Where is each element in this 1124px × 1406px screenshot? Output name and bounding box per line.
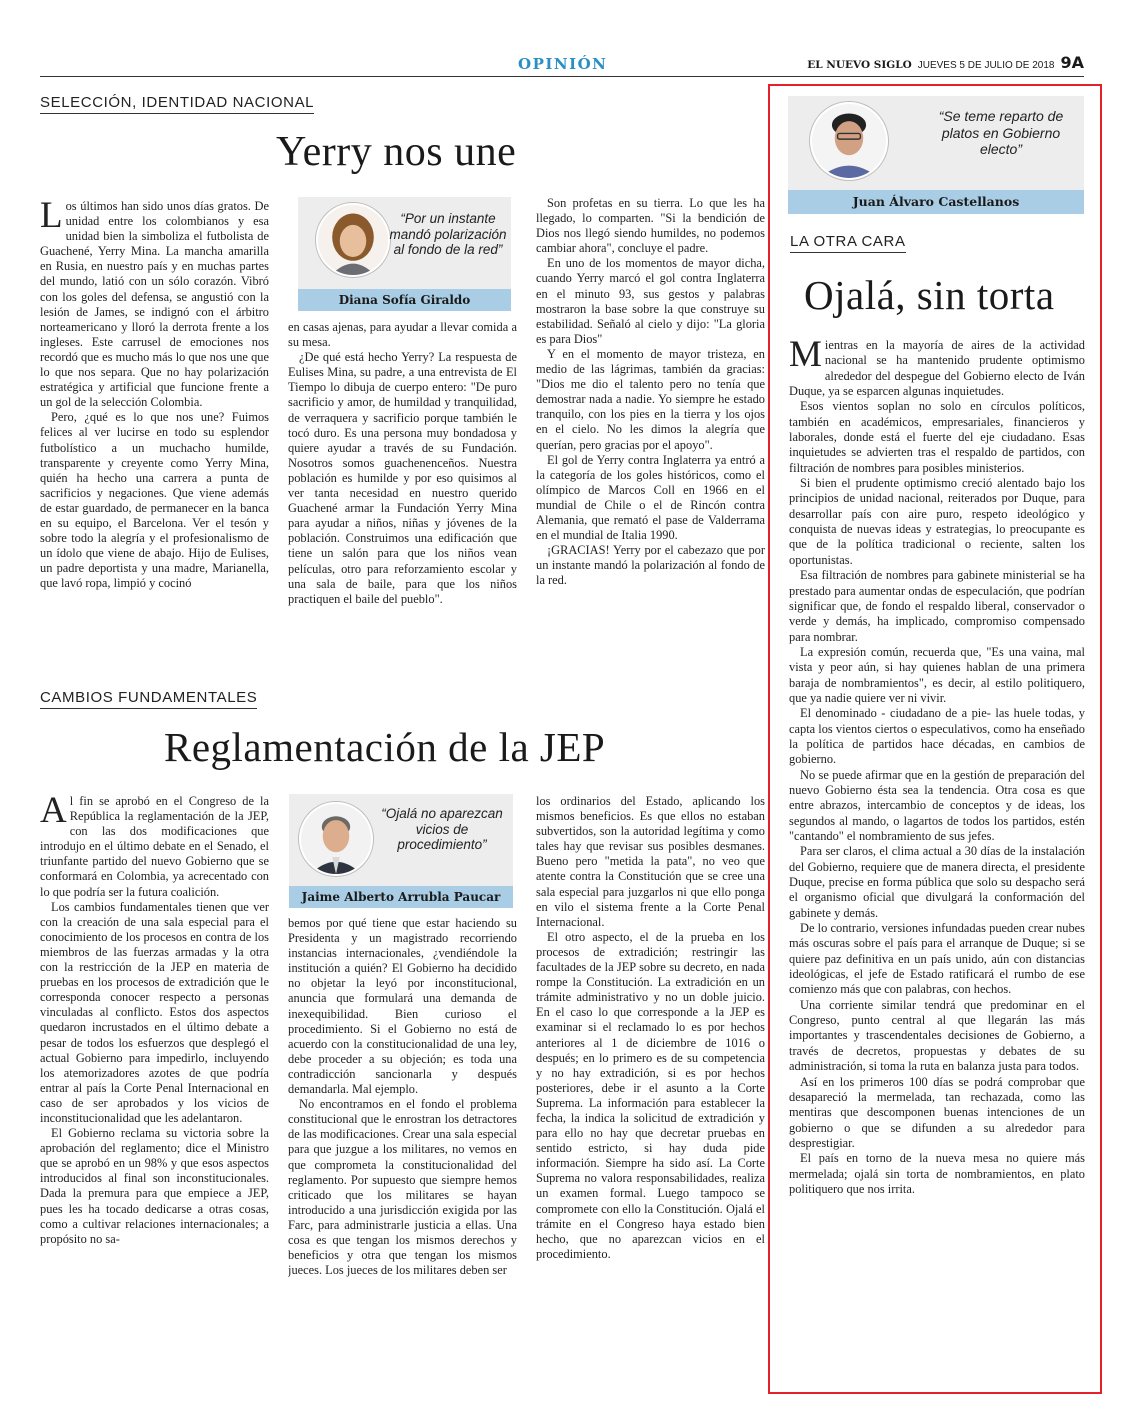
jep-column-1 [40, 794, 269, 1354]
yerry-quote-box [298, 197, 511, 311]
paragraph: El denominado - ciudadano de a pie- las huele todas, y capta los vientos ciertos o especulativos, como ha enseñado la política de partidos hace décadas, en cambios de gobierno. [789, 706, 1085, 767]
jep-column-2 [288, 916, 517, 1356]
pull-quote: “Por un instante mandó polarización al fondo de la red” [389, 211, 507, 257]
otra-cara-column [789, 338, 1085, 1350]
woman-portrait-icon [318, 205, 388, 275]
page-number: 9A [1060, 53, 1084, 72]
otra-cara-quote-box [788, 96, 1084, 214]
paragraph: Esa filtración de nombres para gabinete ministerial se ha prestado para aumentar ondas de especulación, que podrían significar que, de fondo el respaldo liberal, conservador o verde y demás, ha implicado, compromiso compensado para nombrar. [789, 568, 1085, 644]
author-name: Juan Álvaro Castellanos [788, 190, 1084, 214]
paragraph: Así en los primeros 100 días se podrá comprobar que desapareció la mermelada, tan rechazada, como las mentiras que descomponen buenas intenciones de un gobierno o que se difunden a su alrededor para desprestigiar. [789, 1074, 1085, 1150]
jep-quote-box [289, 794, 513, 908]
yerry-column-1 [40, 199, 269, 669]
pull-quote: “Ojalá no aparezcan vicios de procedimiento” [381, 806, 503, 852]
paragraph: El otro aspecto, el de la prueba en los procesos de extradición; restringir las facultades de la JEP sobre su decreto, en nada rompe la Constitución. La extradición en un trámite administrativo y no un doble juicio. En el caso lo que corresponde a la JEP es examinar si el reclamado lo es por hechos anteriores al 1 de diciembre de 1016 o después; en lo primero es de su competencia y no hay extradición, si es por hechos posteriores, debe ir el asunto a la Corte Suprema. La información para establecer la fecha, la indica la solicitud de extradición y para ello no hay que decretar pruebas en sentido estricto, si hay duda pide información. Siempre ha sido así. La Corte Suprema no valora responsabilidades, realiza un examen formal. Luego tampoco se compromete con ello la Constitución. Ojalá el trámite en el Congreso haya estado bien hecho, que no aparezcan vicios en el procedimiento. [536, 929, 765, 1261]
paragraph: El país en torno de la nueva mesa no quiere más mermelada; ojalá sin torta de nombramientos, en plato politiquero que nos irrita. [789, 1151, 1085, 1196]
otra-cara-kicker: LA OTRA CARA [790, 233, 906, 253]
author-name: Jaime Alberto Arrubla Paucar [289, 886, 513, 908]
jep-headline: Reglamentación de la JEP [164, 724, 606, 770]
paragraph: En uno de los momentos de mayor dicha, cuando Yerry marcó el gol contra Inglaterra en el minuto 93, sus gestos y palabras mostraron la base sobre la que construye su estabilidad. Señaló al cielo y dijo: "La gloria es para Dios" [536, 256, 765, 346]
paragraph: El Gobierno reclama su victoria sobre la aprobación del reglamento; dice el Ministro que se aprobó en un 98% y que esos aspectos introducidos al final son inconstitucionales. Dada la premura para que empiece a JEP, pues les ha tocado dedicarse a otras cosas, como a cultivar relaciones internacionales; a propósito no sa- [40, 1126, 269, 1246]
paragraph: No encontramos en el fondo el problema constitucional que le enrostran los detractores de las modificaciones. Crear una sala especial para que juzgue a los militares, no vemos en que comprometa la constitucionalidad del reglamento. Por supuesto que siempre hemos criticado que los militares se hayan introducido a una jurisdicción exigida por las Farc, para administrarle justicia a ellas. Una cosa es que tengan los mismos derechos y beneficios y otra que tengan los mismos jueces. Los jueces de los militares deben ser [288, 1097, 517, 1278]
masthead [807, 53, 1084, 72]
jep-column-3 [536, 794, 765, 1356]
paragraph: Los últimos han sido unos días gratos. De unidad entre los colombianos y esa unidad bien la simboliza el futbolista de Guachené, Yerry Mina. La mancha amarilla en Rusia, en nuestro país y en muchas partes del mundo, latió con un sólo corazón. Vibró con los goles del defensa, se angustió con la lesión de James, se indignó con el árbitro norteamericano y lloró la derrota frente a los ingleses. Este carrusel de emociones nos recordó que es mucho más lo que nos une que lo que nos separa. Que no hay polarización estratégica y artificial que funcione frente a un gol de la selección Colombia. [40, 199, 269, 410]
yerry-kicker: SELECCIÓN, IDENTIDAD NACIONAL [40, 94, 314, 114]
paragraph: ¿De qué está hecho Yerry? La respuesta de Eulises Mina, su padre, a una entrevista de El Tiempo lo dibuja de cuerpo entero: "De puro sacrificio y amor, de humildad y tranquilidad, de verraquera y sacrificio porque también le tocó duro. Es una persona muy bondadosa y quiere ayudar a través de su Fundación. Nosotros somos guachenenceños. Nuestra población es humilde y por eso quisimos al ver tanta necesidad en nuestro querido Guachené armar la Fundación Yerry Mina para ayudar a niños, niñas y jóvenes de la población. Construimos una edificación que tiene un salón para que los niños vean películas, otro para reforzamiento escolar y una sala de baile, para que los niños practiquen el baile del pueblo". [288, 350, 517, 606]
paragraph: Son profetas en su tierra. Lo que les ha llegado, lo comparten. "Si la bendición de Dios nos llegó siendo humildes, no podemos cambiar ahora", concluye el padre. [536, 196, 765, 256]
paragraph: La expresión común, recuerda que, "Es una vaina, mal vista y peor aún, si hay quienes hablan de una primera baraja de nombramientos", es decir, al estilo politiquero, que ya nadie quiere ver ni vivir. [789, 644, 1085, 705]
paragraph: No se puede afirmar que en la gestión de preparación del nuevo Gobierno ésta sea la tendencia. Otra cosa es que entre abrazos, intercambio de conceptos y de ideas, los segundos al mando, o lagartos de todos los partidos, estén "cantando" el nombramiento de sus jefes. [789, 767, 1085, 843]
author-photo [316, 203, 390, 277]
yerry-headline: Yerry nos une [276, 129, 517, 175]
paragraph: El gol de Yerry contra Inglaterra ya entró a la categoría de los goles históricos, como el olímpico de Marcos Coll en 1966 en el mundial de Chile o el de Rincón contra Alemania, que remató el pase de Valderrama en el mundial de Italia 1990. [536, 452, 765, 543]
paragraph: ¡GRACIAS! Yerry por el cabezazo que por un instante mandó la polarización al fondo de la red. [536, 543, 765, 588]
publication-name: EL NUEVO SIGLO [807, 59, 912, 71]
author-name: Diana Sofía Giraldo [298, 289, 511, 311]
man-portrait-icon [812, 104, 886, 178]
paragraph: Pero, ¿qué es lo que nos une? Fuimos felices al ver lucirse en todo su esplendor futbolístico a un muchacho humilde, transparente y creyente como Yerry Mina, quién ha hecho una carrera a punta de sacrificios y negaciones. Que viene además de estar guardado, de permanecer en la banca en su equipo, el Barcelona. Ver el tesón y sobre todo la alegría y el profesionalismo de un ídolo que viene de abajo. Hijo de Eulises, un padre deportista y una madre, Marianella, que lavó ropa, limpió y cocinó [40, 410, 269, 591]
pull-quote: “Se teme reparto de platos en Gobierno electo” [938, 108, 1064, 157]
author-photo [299, 802, 373, 876]
paragraph: en casas ajenas, para ayudar a llevar comida a su mesa. [288, 320, 517, 350]
publication-date: JUEVES 5 DE JULIO DE 2018 [917, 60, 1055, 71]
jep-kicker: CAMBIOS FUNDAMENTALES [40, 689, 257, 709]
author-photo [810, 102, 888, 180]
man-portrait-icon [301, 804, 371, 874]
yerry-column-2 [288, 320, 517, 660]
paragraph: Esos vientos soplan no solo en círculos políticos, también en académicos, empresariales, financieros y laborales, donde está el fuerte del eje ciudadano. Esas inquietudes se advierten tras el respaldo de partidos, con filtración de nombres para posibles ministerios. [789, 399, 1085, 475]
paragraph: Mientras en la mayoría de aires de la actividad nacional se ha mantenido prudente optimismo alrededor del despegue del Gobierno electo de Iván Duque, ya se esparcen algunas inquietudes. [789, 338, 1085, 399]
paragraph: Una corriente similar tendrá que predominar en el Congreso, punto central al que llegarán las más importantes y trascendentales decisiones de Gobierno, a través de decretos, propuestas y debates de su administración, si toma la ruta en balanza justa para todos. [789, 997, 1085, 1074]
paragraph: Los cambios fundamentales tienen que ver con la creación de una sala especial para el conocimiento de los procesos en contra de los miembros de las fuerzas armadas y la otra con la restricción de la JEP en materia de pruebas en los procesos de extradición que le corresponda conocer respecto a personas vinculadas al conflicto. Estos dos aspectos quedaron incrustados en el último debate a pesar de todos los esfuerzos que desplegó el actual Gobierno para impedirlo, incluyendo los atemorizadores azotes de que podría entrar al país la Corte Penal Internacional en caso de ser aprobados y los vicios de inconstitucionalidad que les adelantaron. [40, 899, 269, 1125]
paragraph: bemos por qué tiene que estar haciendo su Presidenta y un magistrado recorriendo instancias internacionales, ¿vendiéndole la institución a quién? El Gobierno ha decidido no objetar la leyó por inconstitucional, anuncia que formulará una demanda de inexequibilidad. Bien curioso el procedimiento. Si el Gobierno no está de acuerdo con la constitucionalidad de una ley, debe proceder a su objeción; es toda una contradicción sancionarla y después demandarla. Mal ejemplo. [288, 916, 517, 1097]
paragraph: Al fin se aprobó en el Congreso de la República la reglamentación de la JEP, con las dos modificaciones que introdujo en el último debate en el Senado, el triunfante partido del nuevo Gobierno que se conformará en Colombia, ya acrecentado con lo que podría ser la futura coalición. [40, 794, 269, 899]
header-rule [40, 76, 1084, 77]
yerry-column-3 [536, 196, 765, 660]
paragraph: De lo contrario, versiones infundadas pueden crear nubes más oscuras sobre el país para el arranque de Duque; si se quiere paz definitiva en un país unido, aún con distancias ideológicas, el jefe de Estado ratificará el rumbo de ese comienzo más que con palabras, con hechos. [789, 921, 1085, 997]
paragraph: Para ser claros, el clima actual a 30 días de la instalación del Gobierno, requiere que de manera directa, el presidente Duque, precise en forma pública que solo su despacho será el organismo oficial que divulgará la conformación del gabinete y demás. [789, 844, 1085, 920]
paragraph: Si bien el prudente optimismo creció alentado bajo los principios de unidad nacional, reiterados por Duque, para desarrollar país con aire puro, respeto ideológico y conquista de nuevas ideas y estrategias, lo preocupante es que de la política tradicional o reciente, salten los oportunistas. [789, 476, 1085, 567]
section-label: OPINIÓN [518, 55, 608, 73]
otra-cara-headline: Ojalá, sin torta [804, 272, 1055, 318]
paragraph: los ordinarios del Estado, aplicando los mismos beneficios. Es que ellos no estaban subvertidos, son la autoridad legítima y como tales hay que revisar sus posibles desmanes. Bueno pero "metida la pata", no veo que atente contra la Constitución que se cree una sala especial para juzgarlos ni que ello ponga en vilo el sistema frente a la Corte Penal Internacional. [536, 794, 765, 929]
paragraph: Y en el momento de mayor tristeza, en medio de las lágrimas, también da gracias: "Dios me dio el talento pero no tenía que demostrar nada a nadie. Yo siempre he estado tranquilo, con los pies en la tierra y los ojos en el cielo. No les dimos la alegría que querían, pero gracias por el apoyo". [536, 346, 765, 452]
